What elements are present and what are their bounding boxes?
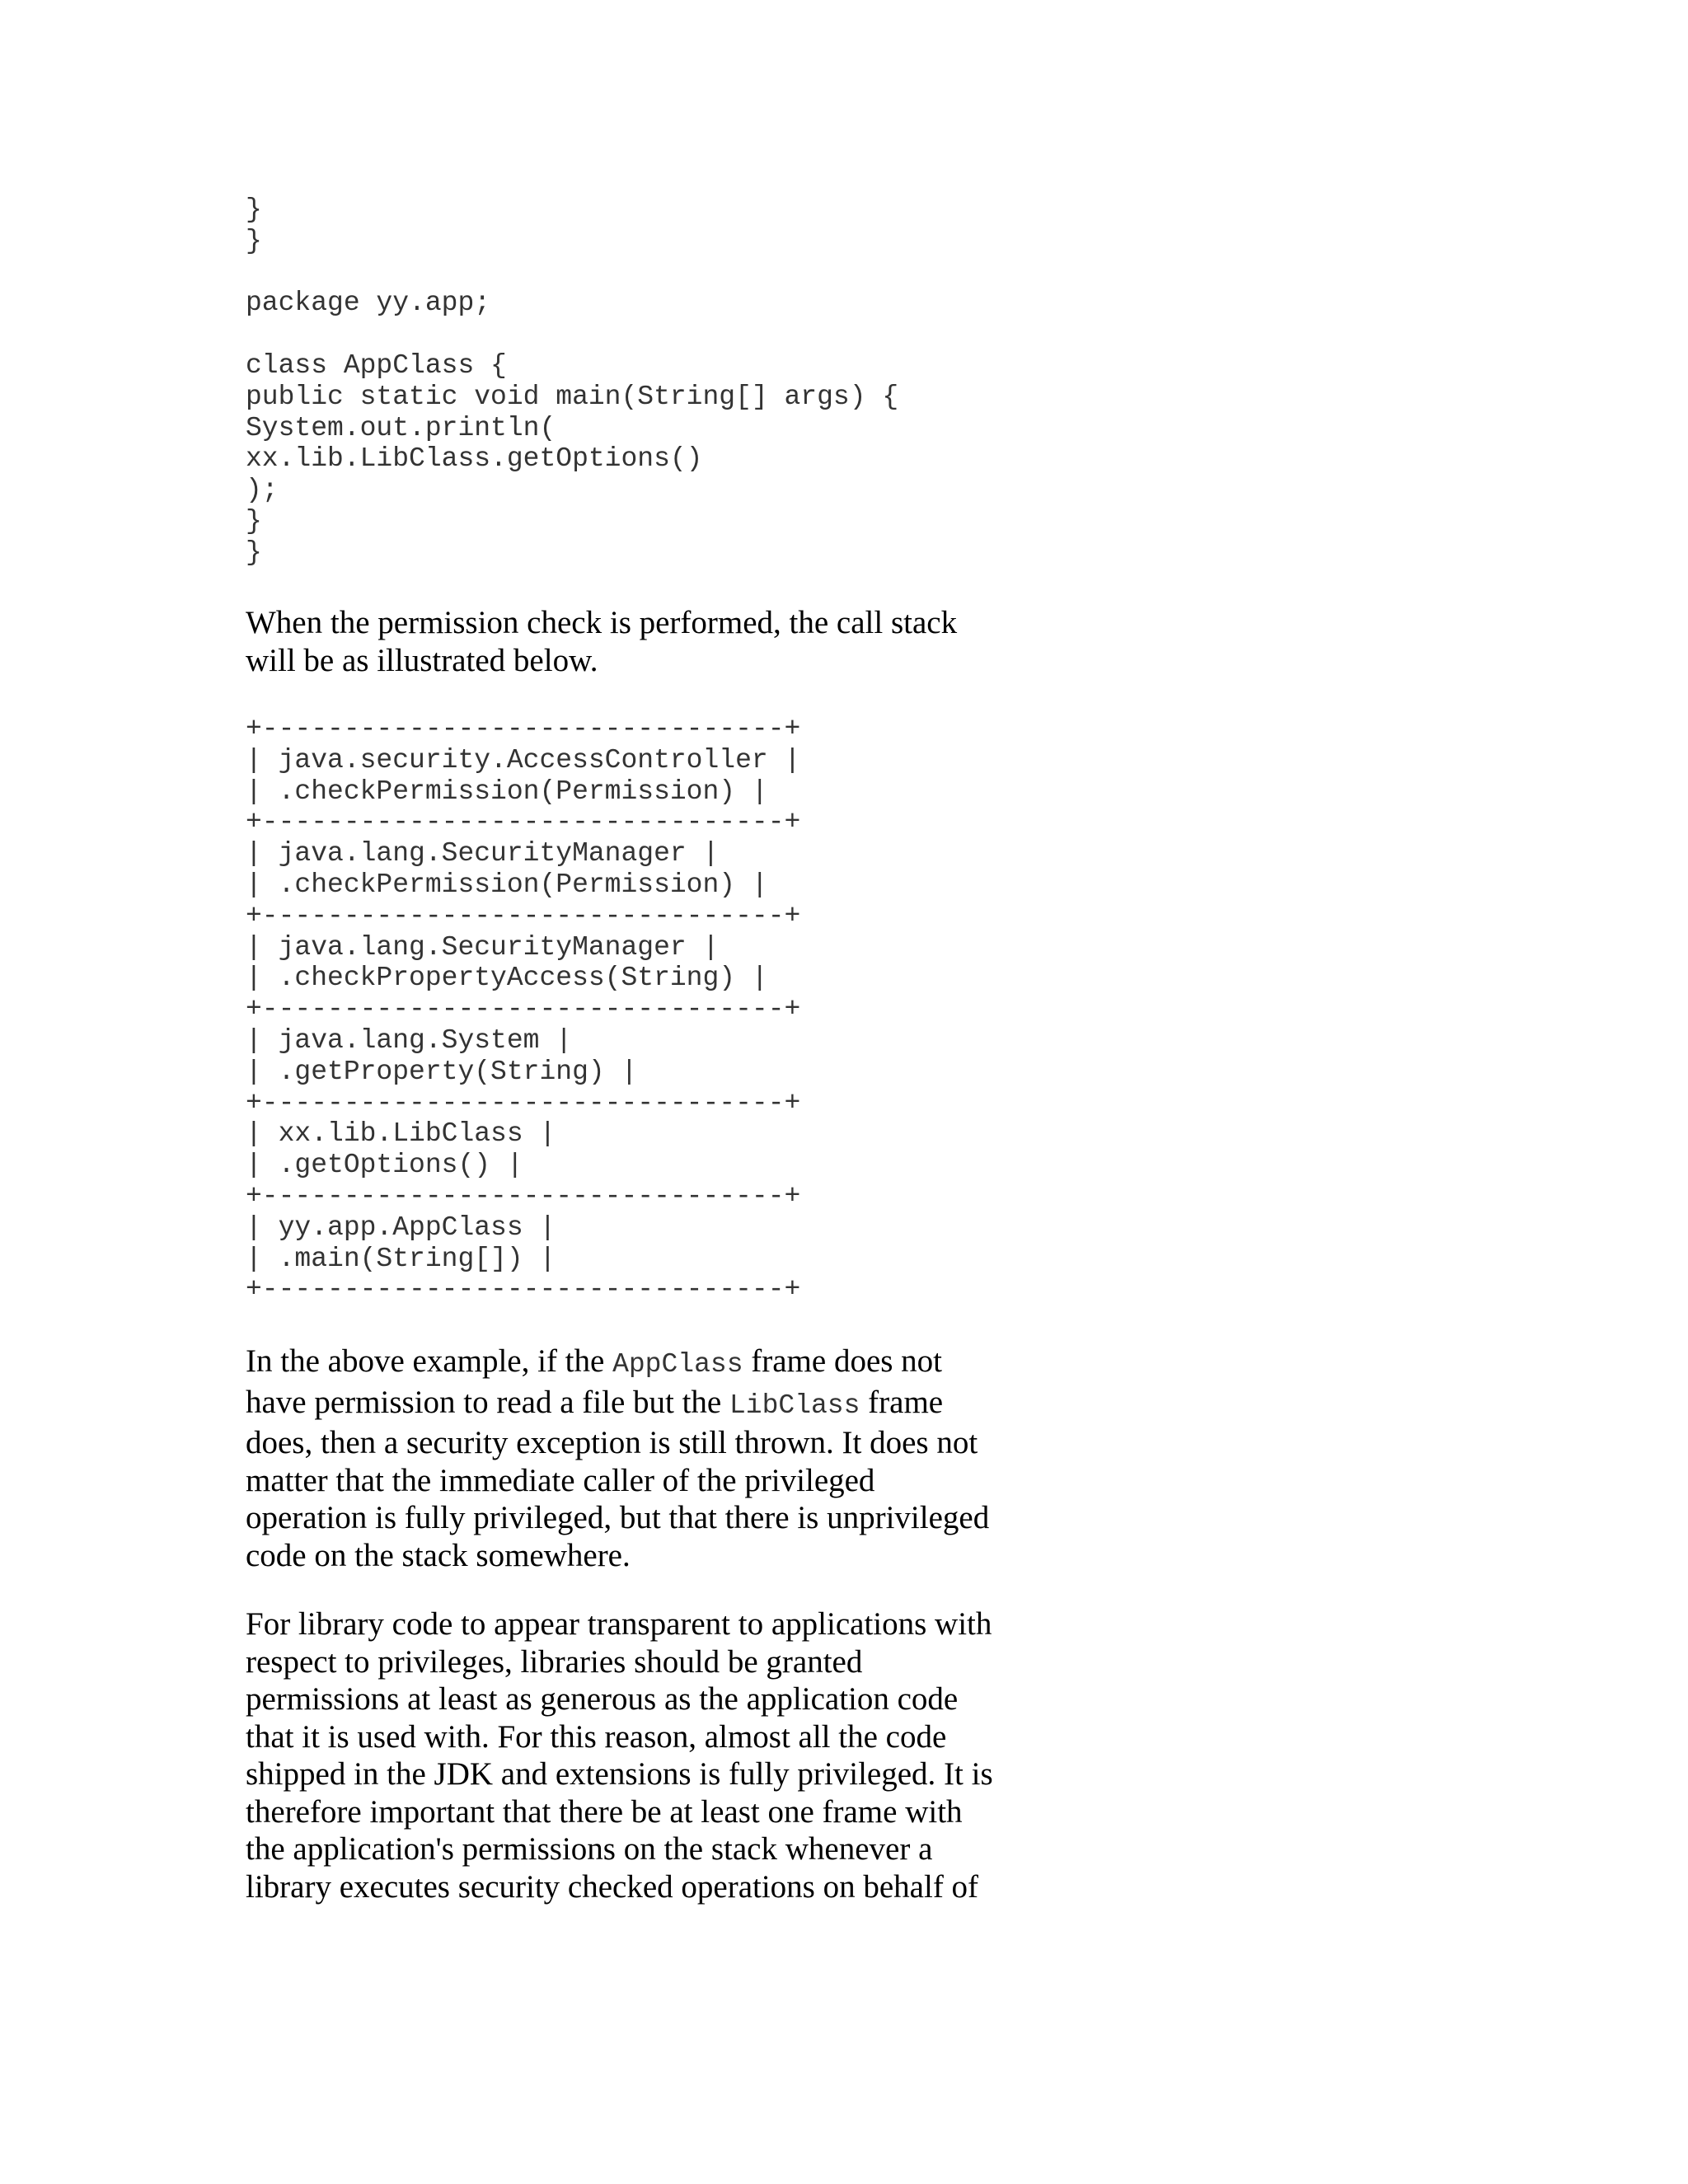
paragraph-line: code on the stack somewhere. [246, 1537, 631, 1573]
diagram-line: | xx.lib.LibClass | [246, 1118, 556, 1150]
diagram-line: | .checkPropertyAccess(String) | [246, 963, 768, 994]
diagram-line: | .getProperty(String) | [246, 1056, 638, 1087]
paragraph-line: will be as illustrated below. [246, 642, 598, 678]
paragraph-line: respect to privileges, libraries should be granted [246, 1643, 863, 1680]
code-block-app-class [246, 194, 898, 569]
diagram-line: +--------------------------------+ [246, 900, 801, 931]
diagram-line: +--------------------------------+ [246, 994, 801, 1025]
paragraph-line: shipped in the JDK and extensions is fully privileged. It is [246, 1756, 993, 1792]
code-line [246, 319, 898, 350]
diagram-line: +--------------------------------+ [246, 1180, 801, 1212]
paragraph-line: When the permission check is performed, the call stack [246, 605, 958, 640]
diagram-line: | java.security.AccessController | [246, 744, 801, 776]
paragraph-line: operation is fully privileged, but that there is unprivileged [246, 1500, 990, 1535]
paragraph-line: have permission to read a file but the LibClass frame [246, 1384, 944, 1421]
diagram-line: | java.lang.SecurityManager | [246, 838, 720, 869]
code-line: package yy.app; [246, 288, 491, 319]
paragraph-line: the application's permissions on the stack whenever a [246, 1831, 933, 1867]
code-line: } [246, 537, 262, 568]
paragraph-line: that it is used with. For this reason, almost all the code [246, 1718, 947, 1755]
inline-code-appclass: AppClass [612, 1349, 743, 1380]
diagram-line: | .checkPermission(Permission) | [246, 869, 768, 900]
diagram-line: +--------------------------------+ [246, 1087, 801, 1118]
code-line: xx.lib.LibClass.getOptions() [246, 443, 703, 475]
diagram-line: +--------------------------------+ [246, 1274, 801, 1305]
paragraph-line: permissions at least as generous as the application code [246, 1681, 959, 1717]
paragraph-line: does, then a security exception is still thrown. It does not [246, 1425, 978, 1460]
paragraph-line: matter that the immediate caller of the privileged [246, 1462, 875, 1498]
code-line: } [246, 194, 262, 225]
call-stack-diagram [246, 714, 800, 1305]
paragraph-line: therefore important that there be at least one frame with [246, 1793, 963, 1830]
diagram-line: | .checkPermission(Permission) | [246, 776, 768, 807]
diagram-line: | yy.app.AppClass | [246, 1212, 556, 1243]
diagram-line: +--------------------------------+ [246, 714, 801, 744]
paragraph-line: In the above example, if the AppClass frame does not [246, 1343, 943, 1380]
code-line: } [246, 225, 262, 256]
paragraph-line: For library code to appear transparent to applications with [246, 1606, 992, 1642]
code-line: } [246, 505, 262, 537]
code-line: ); [246, 475, 279, 506]
diagram-line: | java.lang.SecurityManager | [246, 931, 720, 963]
code-line: class AppClass { [246, 349, 507, 381]
diagram-line: | .main(String[]) | [246, 1243, 556, 1274]
code-line: public static void main(String[] args) { [246, 381, 899, 412]
inline-code-libclass: LibClass [729, 1390, 860, 1421]
paragraph-library-privileges [246, 1605, 1020, 1905]
code-line: System.out.println( [246, 412, 556, 443]
diagram-line: | .getOptions() | [246, 1150, 523, 1181]
paragraph-call-stack-intro [246, 604, 1020, 679]
code-line [246, 257, 898, 288]
diagram-line: +--------------------------------+ [246, 807, 801, 838]
paragraph-appclass-example [246, 1343, 1020, 1574]
paragraph-line: library executes security checked operations on behalf of [246, 1868, 979, 1905]
diagram-line: | java.lang.System | [246, 1024, 573, 1056]
